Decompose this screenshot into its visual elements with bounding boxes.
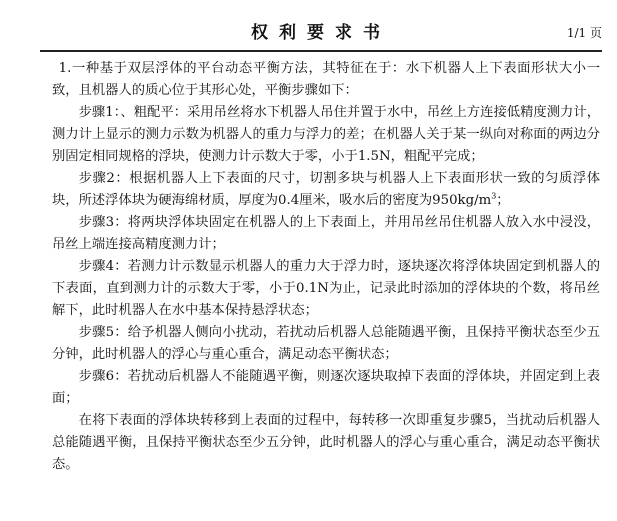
- claim-step-3: 步骤3：将两块浮体块固定在机器人的上下表面上，并用吊丝吊住机器人放入水中浸没，吊丝上端连接高精度测力计；: [52, 215, 600, 252]
- claim-step-5: 步骤5：给予机器人侧向小扰动，若扰动后机器人总能随遇平衡，且保持平衡状态至少五分钟，此时机器人的浮心与重心重合，满足动态平衡状态；: [52, 325, 600, 362]
- claim-1-intro: 1.一种基于双层浮体的平台动态平衡方法，其特征在于：水下机器人上下表面形状大小一致，且机器人的质心位于其形心处，平衡步骤如下：: [52, 61, 600, 98]
- page-number: 1/1 页: [566, 26, 602, 40]
- claims-body: [52, 58, 600, 476]
- superscript-exponent: 3: [491, 191, 497, 201]
- claim-closing: 在将下表面的浮体块转移到上表面的过程中，每转移一次即重复步骤5，当扰动后机器人总能随遇平衡，且保持平衡状态至少五分钟，此时机器人的浮心与重心重合，满足动态平衡状态。: [52, 413, 600, 472]
- claim-step-1: 步骤1：、粗配平：采用吊丝将水下机器人吊住并置于水中，吊丝上方连接低精度测力计，测力计上显示的测力示数为机器人的重力与浮力的差；在机器人关于某一纵向对称面的两边分别固定相同规格的浮块，使测力计示数大于零，小于1.5N，粗配平完成；: [52, 105, 600, 164]
- header-divider: [40, 50, 602, 52]
- claim-step-2-end: ；: [496, 193, 510, 208]
- claim-step-2: [52, 168, 600, 212]
- page-header: [40, 12, 602, 48]
- claim-step-6: 步骤6：若扰动后机器人不能随遇平衡，则逐次逐块取掉下表面的浮体块，并固定到上表面；: [52, 369, 600, 406]
- document-title: 权利要求书: [251, 23, 391, 43]
- claim-step-2-text: 步骤2：根据机器人上下表面的尺寸，切割多块与机器人上下表面形状一致的匀质浮体块，所述浮体块为硬海绵材质，厚度为0.4厘米，吸水后的密度为950kg/m: [52, 171, 600, 208]
- claim-step-4: 步骤4：若测力计示数显示机器人的重力大于浮力时，逐块逐次将浮体块固定到机器人的下表面，直到测力计的示数大于零，小于0.1N为止，记录此时添加的浮体块的个数，将吊丝解下，此时机器人在水中基本保持悬浮状态；: [52, 259, 600, 318]
